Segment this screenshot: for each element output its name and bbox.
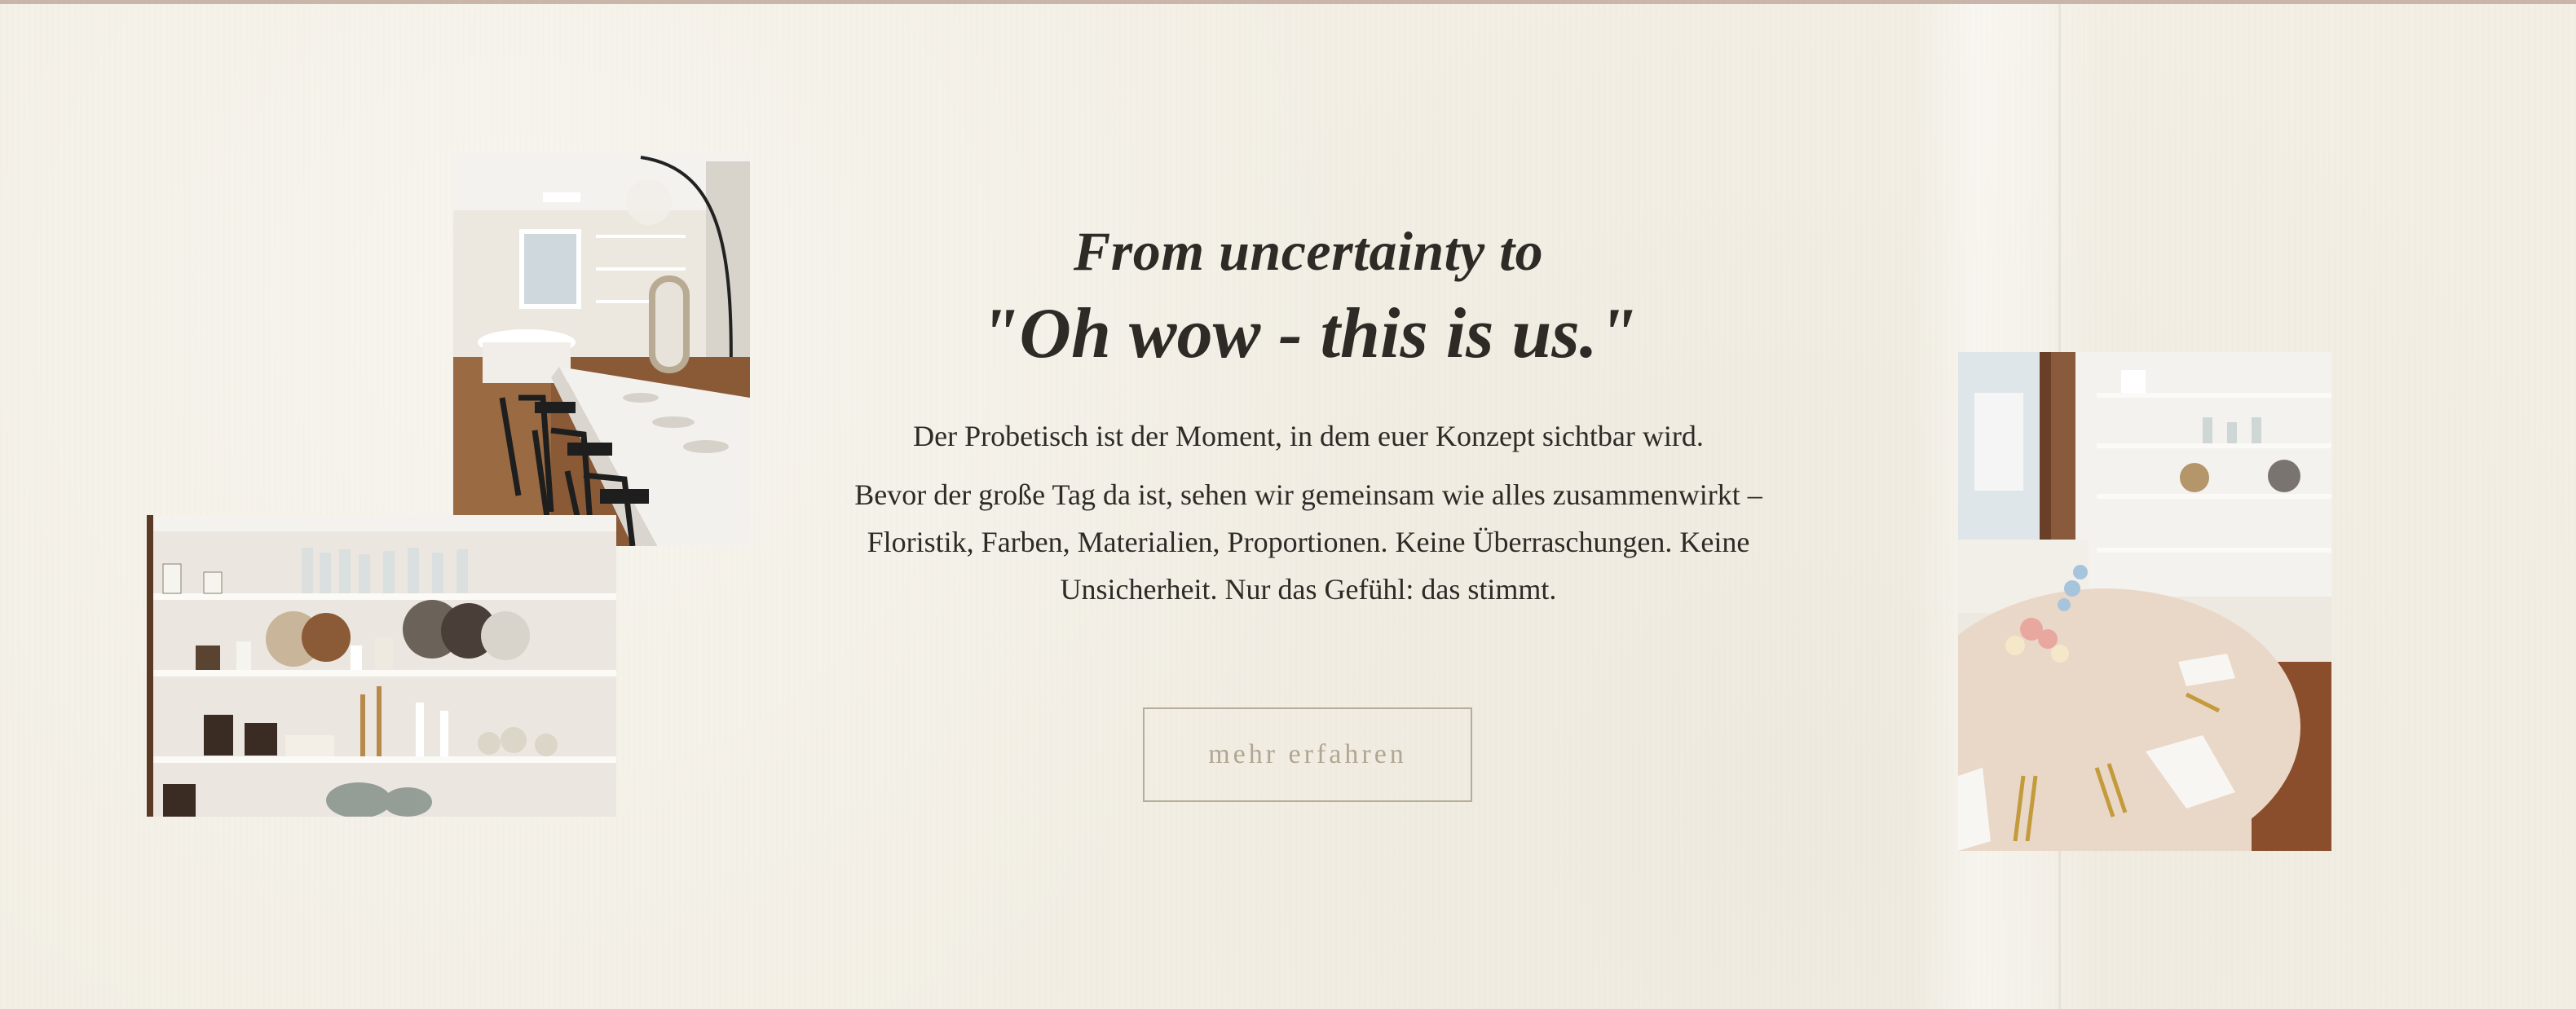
intro-paragraph: Der Probetisch ist der Moment, in dem euer Konzept sichtbar wird. (913, 420, 1704, 452)
description-paragraph: Bevor der große Tag da ist, sehen wir gemeinsam wie alles zusammenwirkt – Floristik, Farben, Materialien, Proportionen. Keine Überraschungen. Keine Unsicherheit. Nur das Gefühl: das stimmt. (854, 478, 1762, 606)
top-border (0, 0, 2576, 4)
showroom-table-photo (453, 153, 750, 546)
learn-more-button[interactable]: mehr erfahren (1143, 707, 1472, 802)
tableware-shelves-photo (147, 515, 616, 817)
heading-line-2: "Oh wow - this is us." (979, 294, 1638, 373)
round-table-setting-photo (1958, 352, 2331, 851)
intro-section (831, 214, 1785, 613)
heading-line-1: From uncertainty to (1073, 220, 1544, 282)
section-heading (831, 214, 1785, 377)
